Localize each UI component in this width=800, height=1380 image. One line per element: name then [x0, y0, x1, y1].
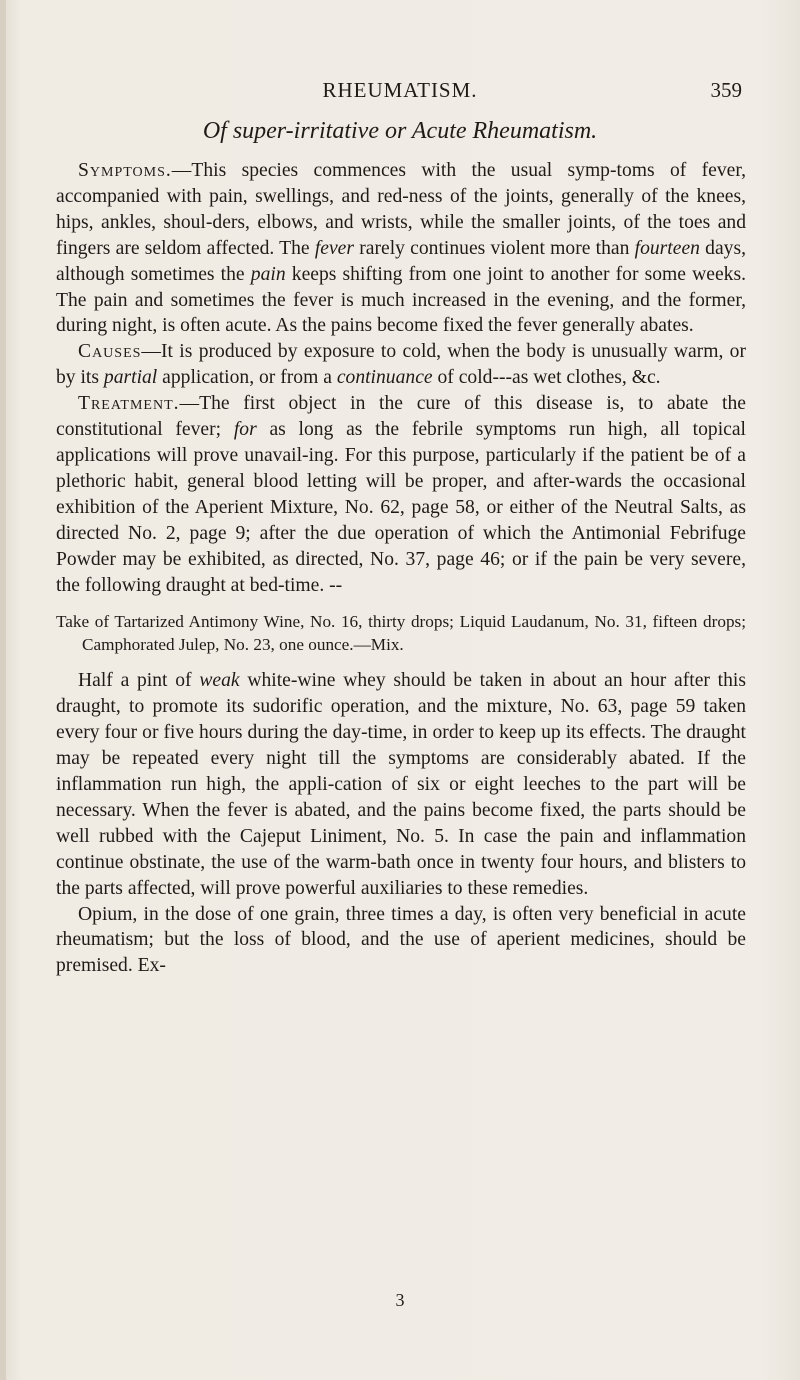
text-run: Half a pint of: [78, 670, 200, 692]
text-run: as long as the febrile symptoms run high, all topical applications will prove unavail-ing. For this purpose, particularly if the patient be of a plethoric habit, general blood letting will be proper, and after-wards the occasional exhibition of the Aperient Mixture, No. 62, page 58, or either of the Neutral Salts, as directed No. 2, page 9; after the due operation of which the Antimonial Febrifuge Powder may be exhibited, as directed, No. 37, page 46; or if the pain be very severe, the following draught at bed-time. --: [56, 419, 746, 596]
running-head: [0, 78, 800, 108]
paragraph-causes: [56, 339, 746, 391]
italic-run: weak: [199, 670, 240, 692]
causes-head: Causes: [78, 341, 142, 363]
paragraph-whey: [56, 668, 746, 901]
page-body: [56, 158, 746, 979]
italic-run: continuance: [336, 367, 433, 389]
section-title: Of super-irritative or Acute Rheumatism.: [202, 118, 598, 144]
italic-run: partial: [103, 367, 158, 389]
italic-run: pain: [250, 263, 286, 285]
paragraph-symptoms: [56, 158, 746, 339]
italic-run: for: [233, 419, 257, 441]
signature-mark: 3: [395, 1290, 405, 1310]
symptoms-head: Symptoms.: [78, 160, 172, 181]
text-run: —The first object in the cure of this disease is, to abate the constitutional fever;: [56, 393, 746, 441]
text-run: white-wine whey should be taken in about an hour after this draught, to promote its sudorific operation, and the mixture, No. 63, page 59 taken every four or five hours during the day-time, in order to keep up its effects. The draught may be repeated every night till the symptoms are considerably abated. If the inflammation run high, the appli-cation of six or eight leeches to the part will be necessary. When the fever is abated, and the pains become fixed, the parts should be well rubbed with the Cajeput Liniment, No. 5. In case the pain and inflammation continue obstinate, the use of the warm-bath once in twenty four hours, and blisters to the parts affected, will prove powerful auxiliaries to these remedies.: [56, 670, 746, 899]
text-run: application, or from a: [157, 367, 337, 389]
text-run: of cold---as wet clothes, &c.: [432, 367, 661, 389]
treatment-head: Treatment.: [78, 393, 180, 415]
text-run: rarely continues violent more than: [354, 237, 635, 259]
paragraph-opium: Opium, in the dose of one grain, three times a day, is often very beneficial in acute rheumatism; but the loss of blood, and the use of aperient medicines, should be premised. Ex-: [56, 903, 746, 977]
page-gutter-edge: [0, 0, 6, 1380]
prescription: Take of Tartarized Antimony Wine, No. 16, thirty drops; Liquid Laudanum, No. 31, fifteen drops; Camphorated Julep, No. 23, one ounce.—Mix.: [56, 612, 746, 655]
italic-run: fever: [314, 237, 355, 259]
text-run: days, although sometimes the: [56, 237, 746, 285]
text-run: —It is produced by exposure to cold, when the body is unusually warm, or by its: [56, 341, 746, 389]
text-run: keeps shifting from one joint to another for some weeks. The pain and sometimes the fever is much increased in the evening, and the former, during night, is often acute. As the pains become fixed the fever generally abates.: [56, 263, 746, 337]
page-number: 359: [710, 78, 742, 102]
running-head-title: RHEUMATISM.: [322, 78, 478, 102]
italic-run: fourteen: [634, 237, 700, 259]
paragraph-treatment: [56, 391, 746, 598]
text-run: —This species commences with the usual symp-toms of fever, accompanied with pain, swellings, and red-ness of the joints, generally of the knees, hips, ankles, shoul-ders, elbows, and wrists, while the smaller joints, of the toes and fingers are seldom affected. The: [56, 160, 746, 259]
